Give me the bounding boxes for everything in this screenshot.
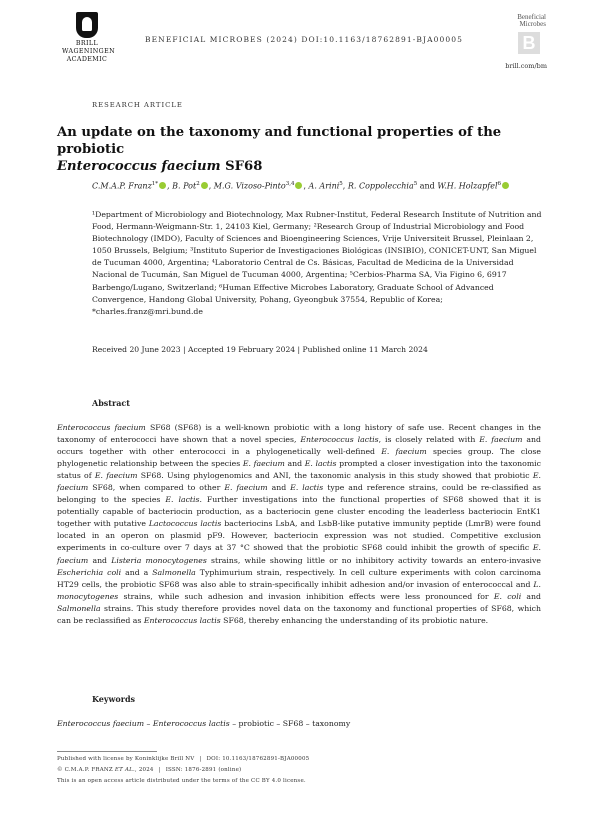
abstract-text: and bbox=[521, 591, 541, 601]
footer-divider bbox=[57, 751, 157, 752]
footer-year: , 2024 bbox=[134, 767, 154, 773]
keyword: – probiotic – SF68 – taxonomy bbox=[229, 719, 351, 728]
author-affiliation-mark: 2 bbox=[196, 181, 200, 187]
footer-line-copyright: © C.M.A.P. FRANZ ET AL., 2024 | ISSN: 1876-2891 (online) bbox=[57, 767, 242, 773]
abstract-text: SF68. Using phylogenomics and ANI, the taxonomic analysis in this study showed that probiotic bbox=[137, 471, 533, 481]
author-separator: , bbox=[342, 181, 348, 191]
journal-url[interactable]: brill.com/bm bbox=[505, 62, 547, 70]
journal-citation: BENEFICIAL MICROBES (2024) DOI:10.1163/18762891-BJA00005 bbox=[145, 35, 463, 44]
author-affiliation-mark: 6 bbox=[497, 181, 501, 187]
author-separator: , bbox=[303, 181, 309, 191]
publisher-name-line: ACADEMIC bbox=[66, 56, 108, 63]
orcid-icon[interactable] bbox=[295, 182, 302, 189]
abstract-text: and a bbox=[121, 567, 153, 577]
footer-doi[interactable]: DOI: 10.1163/18762891-BJA00005 bbox=[206, 756, 310, 762]
abstract-text: E. faecium bbox=[224, 483, 268, 493]
abstract-text: E. lactis bbox=[165, 495, 200, 505]
abstract-text: E. faecium bbox=[381, 447, 427, 457]
author-name: C.M.A.P. Franz bbox=[92, 181, 152, 191]
abstract-text: species group. The close phylogenetic relationship between the species bbox=[57, 447, 541, 469]
author-affiliation-mark: 5 bbox=[339, 181, 343, 187]
author-separator: , bbox=[167, 181, 173, 191]
publication-dates: Received 20 June 2023 | Accepted 19 February 2024 | Published online 11 March 2024 bbox=[92, 345, 428, 354]
title-line: An update on the taxonomy and functional properties of the probiotic bbox=[57, 125, 502, 157]
abstract-text: L. monocytogenes bbox=[57, 579, 541, 601]
footer-copyright: © C.M.A.P. FRANZ bbox=[57, 767, 115, 773]
abstract-text: Salmonella bbox=[152, 567, 196, 577]
publisher-name-line: WAGENINGEN bbox=[62, 48, 115, 55]
abstract-text: and occurs together with other enterococci in a phylogenetically well-defined bbox=[57, 435, 541, 457]
author-name: M.G. Vizoso-Pinto bbox=[213, 181, 286, 191]
orcid-icon[interactable] bbox=[201, 182, 208, 189]
abstract-text: E. lactis bbox=[304, 459, 337, 469]
abstract-text: E. faecium bbox=[57, 471, 541, 493]
abstract-text: . Further investigations into the functional properties of SF68 showed that it is potentially capable of bacteriocin production, as a bacteriocin gene cluster encoding the leaderless bacteriocin EntK1 together with putative bbox=[57, 495, 541, 529]
keyword: Enterococcus lactis bbox=[152, 719, 230, 728]
footer-etal: ET AL. bbox=[114, 767, 135, 773]
author-name: R. Coppolecchia bbox=[347, 181, 414, 191]
abstract-text: strains, while such adhesion and invasion inhibition effects were less pronounced for bbox=[118, 591, 494, 601]
author-affiliation-mark: 5 bbox=[413, 181, 418, 187]
orcid-icon[interactable] bbox=[159, 182, 166, 189]
journal-logo-line: Microbes bbox=[519, 20, 546, 28]
abstract-text: E. faecium bbox=[57, 543, 541, 565]
abstract-text: and bbox=[267, 483, 291, 493]
author-list bbox=[92, 181, 542, 191]
author-affiliation-mark: 1* bbox=[151, 181, 159, 187]
abstract-text: Enterococcus lactis bbox=[143, 615, 221, 625]
abstract-text: SF68 (SF68) is a well-known probiotic with a long history of safe use. Recent changes in the taxonomy of enterococci have shown that a novel species, bbox=[57, 423, 542, 445]
author-separator: , bbox=[208, 181, 214, 191]
author-name: B. Pot bbox=[172, 181, 197, 191]
abstract-text: Listeria monocytogenes bbox=[111, 555, 207, 565]
abstract-text: Lactococcus lactis bbox=[148, 519, 222, 529]
orcid-icon[interactable] bbox=[502, 182, 509, 189]
keyword: – bbox=[144, 719, 153, 728]
abstract-text: E. lactis bbox=[290, 483, 324, 493]
abstract-text: and bbox=[88, 555, 112, 565]
footer-license-text: Published with license by Koninklijke Brill NV bbox=[57, 756, 195, 762]
abstract-body bbox=[57, 422, 541, 627]
abstract-text: E. faecium bbox=[242, 459, 285, 469]
author-name: W.H. Holzapfel bbox=[437, 181, 498, 191]
keywords-heading: Keywords bbox=[92, 694, 136, 704]
abstract-heading: Abstract bbox=[92, 398, 130, 408]
abstract-text: Enterococcus faecium bbox=[57, 423, 146, 432]
keyword: Enterococcus faecium bbox=[57, 719, 145, 728]
abstract-text: Escherichia coli bbox=[57, 567, 122, 577]
abstract-text: type and reference strains, could be re-classified as belonging to the species bbox=[57, 483, 541, 505]
abstract-text: Typhimurium strain, respectively. In cell culture experiments with colon carcinoma HT29 cells, the probiotic SF68 was also able to strain-specifically inhibit adhesion and/or invasion of enterococcal and bbox=[57, 567, 542, 589]
author-affiliation-mark: 3,4 bbox=[285, 181, 295, 187]
footer-issn: ISSN: 1876-2891 (online) bbox=[165, 767, 242, 773]
article-type: RESEARCH ARTICLE bbox=[92, 101, 183, 109]
abstract-text: Enterococcus lactis bbox=[300, 435, 379, 445]
publisher-name-line: BRILL bbox=[75, 40, 99, 47]
title-strain: SF68 bbox=[220, 159, 263, 174]
brill-logo bbox=[62, 12, 115, 64]
abstract-text: and bbox=[284, 459, 305, 469]
journal-logo bbox=[496, 14, 546, 54]
author-name: A. Arini bbox=[308, 181, 340, 191]
footer-line-license: Published with license by Koninklijke Brill NV | DOI: 10.1163/18762891-BJA00005 bbox=[57, 756, 310, 762]
abstract-text: prompted a closer investigation into the taxonomic status of bbox=[57, 459, 541, 481]
abstract-text: SF68, thereby enhancing the understanding of its probiotic nature. bbox=[220, 615, 489, 625]
author-separator: and bbox=[417, 181, 438, 191]
abstract-text: E. faecium bbox=[94, 471, 138, 481]
keywords-list bbox=[57, 719, 350, 728]
abstract-text: E. coli bbox=[493, 591, 522, 601]
article-title bbox=[57, 124, 537, 175]
abstract-text: SF68, when compared to other bbox=[88, 483, 225, 493]
abstract-text: , is closely related with bbox=[378, 435, 480, 445]
abstract-text: E. faecium bbox=[479, 435, 523, 445]
abstract-text: Salmonella bbox=[57, 603, 101, 613]
footer-line-openaccess: This is an open access article distributed under the terms of the CC BY 4.0 license. bbox=[57, 778, 306, 784]
title-species: Enterococcus faecium bbox=[57, 159, 221, 174]
abstract-text: strains. This study therefore provides novel data on the taxonomy and functional properties of SF68, which can be reclassified as bbox=[57, 603, 541, 625]
journal-logo-letter: B bbox=[518, 32, 540, 54]
brill-helmet-icon bbox=[76, 12, 98, 38]
journal-logo-line: Beneficial bbox=[517, 13, 546, 21]
abstract-text: bacteriocins LsbA, and LsbB-like putative immunity peptide (LmrB) were found located in an operon on plasmid pF9. However, bacteriocin expression was not studied. Competitive exclusion experiments in co-culture over 7 days at 37 °C showed that the probiotic SF68 could inhibit the growth of specific bbox=[57, 519, 541, 553]
affiliations: ¹Department of Microbiology and Biotechnology, Max Rubner-Institut, Federal Research Institute of Nutrition and Food, Hermann-Weigmann-Str. 1, 24103 Kiel, Germany; ²Research Group of Industrial Microbiology and Food Biotechnology (IMDO), Faculty of Sciences and Bioengineering Sciences, Vrije Universiteit Brussel, Pleinlaan 2, 1050 Brussels, Belgium; ³Instituto Superior de Investigaciones Biológicas (INSIBIO), CONICET-UNT, San Miguel de Tucuman 4000, Argentina; ⁴Laboratorio Central de Cs. Básicas, Facultad de Medicina de la Universidad Nacional de Tucumán, San Miguel de Tucuman 4000, Argentina; ⁵Cerbios-Pharma SA, Via Figino 6, 6917 Barbengo/Lugano, Switzerland; ⁶Human Effective Microbes Laboratory, Graduate School of Advanced Convergence, Handong Global University, Pohang, Gyeongbuk 37554, Republic of Korea; *charles.franz@mri.bund.de bbox=[92, 210, 542, 316]
abstract-text: strains, while showing little or no inhibitory activity towards an entero-invasive bbox=[206, 555, 541, 565]
